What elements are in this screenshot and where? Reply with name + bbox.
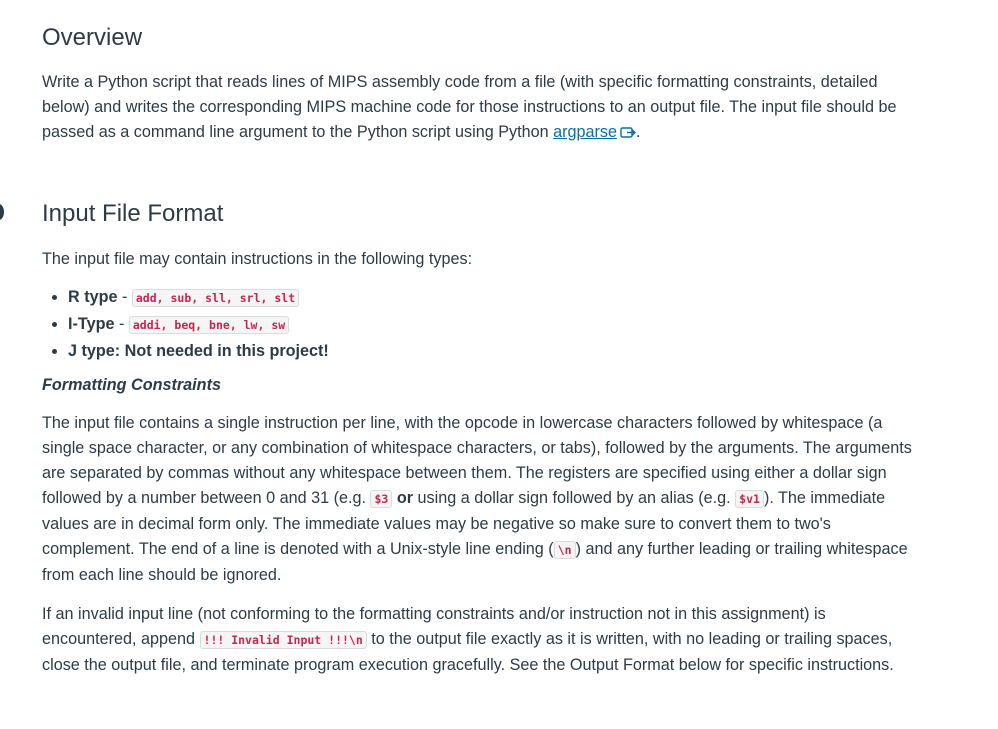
invalid-text-a: If an invalid input line (not conforming to the formatting constraints and/or instruction not in this assignment) is encountered, append bbox=[42, 605, 826, 648]
external-link-icon[interactable] bbox=[620, 122, 636, 147]
formatting-or: or bbox=[396, 489, 414, 507]
j-type-label: J type: Not needed in this project! bbox=[68, 342, 329, 360]
overview-period: . bbox=[635, 123, 641, 141]
input-format-intro: The input file may contain instructions in the following types: bbox=[42, 250, 473, 268]
i-type-separator: - bbox=[114, 315, 129, 333]
i-type-label: I-Type bbox=[68, 315, 115, 333]
list-item-j-type bbox=[68, 338, 668, 364]
r-type-label: R type bbox=[68, 288, 118, 306]
instruction-type-list bbox=[42, 284, 668, 364]
i-type-instructions: addi, beq, bne, lw, sw bbox=[129, 316, 289, 334]
argparse-link[interactable]: argparse bbox=[553, 123, 617, 141]
overview-paragraph bbox=[42, 70, 922, 147]
formatting-text-a: The input file contains a single instruction per line, with the opcode in lowercase characters followed by whitespace (a single space character, or any combination of whitespace characters, or tabs), followed by the arguments. The arguments are separated by commas without any whitespace between them. The registers are specified using either a dollar sign followed by a number between 0 and 31 (e.g. bbox=[42, 414, 912, 507]
overview-text: Write a Python script that reads lines of MIPS assembly code from a file (with specific formatting constraints, detailed below) and writes the corresponding MIPS machine code for those instructions to an output file. The input file should be passed as a command line argument to the Python script using Python bbox=[42, 73, 897, 141]
list-item-i-type bbox=[68, 311, 668, 338]
page-edge-marker bbox=[0, 204, 4, 220]
invalid-text-b: to the output file exactly as it is written, with no leading or trailing spaces, close the output file, and terminate program execution gracefully. See the Output Format below for specific instructions. bbox=[42, 630, 894, 674]
formatting-constraints-subheading: Formatting Constraints bbox=[42, 376, 221, 394]
list-item-r-type bbox=[68, 284, 668, 311]
invalid-input-string: !!! Invalid Input !!!\n bbox=[200, 631, 367, 649]
register-example-alias: $v1 bbox=[735, 490, 764, 508]
formatting-text-e: ) and any further leading or trailing whitespace from each line should be ignored. bbox=[42, 540, 908, 584]
register-example-number: $3 bbox=[370, 490, 392, 508]
line-ending-example: \n bbox=[554, 541, 576, 559]
formatting-paragraph-1 bbox=[42, 411, 922, 588]
r-type-separator: - bbox=[117, 288, 132, 306]
formatting-text-c: using a dollar sign followed by an alias (e.g. bbox=[413, 489, 736, 507]
r-type-instructions: add, sub, sll, srl, slt bbox=[132, 289, 299, 307]
formatting-paragraph-2 bbox=[42, 602, 922, 678]
formatting-text-d: ). The immediate values are in decimal form only. The immediate values may be negative so make sure to convert them to two's complement. The end of a line is denoted with a Unix-style line ending ( bbox=[42, 489, 886, 558]
input-format-heading: Input File Format bbox=[42, 200, 224, 227]
overview-heading: Overview bbox=[42, 24, 143, 51]
